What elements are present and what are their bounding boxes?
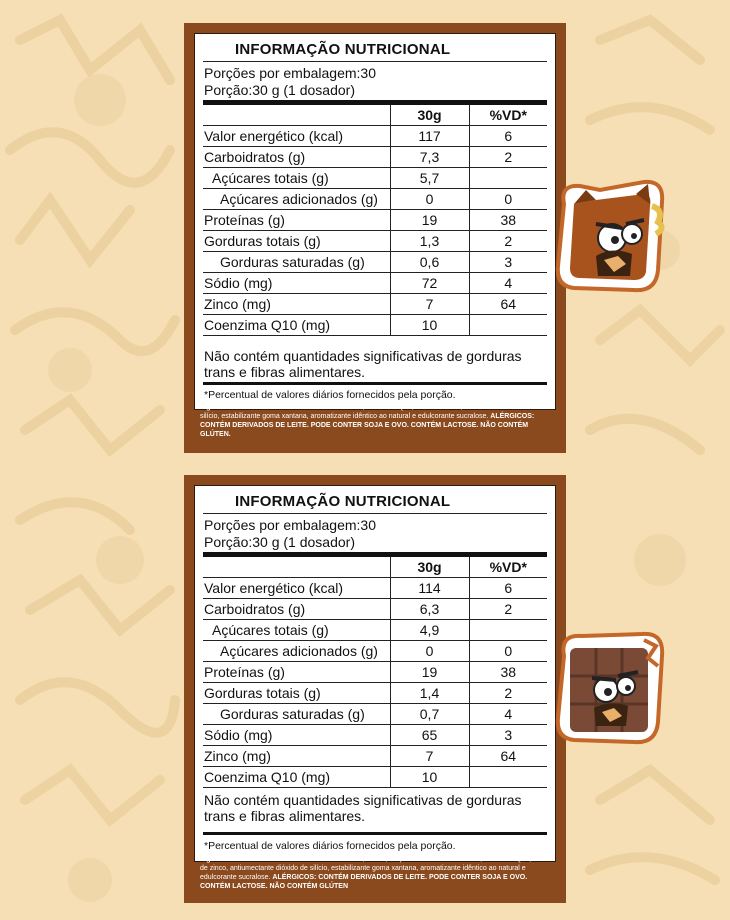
row-vd: 2 (469, 683, 547, 704)
row-label: Gorduras totais (g) (203, 231, 390, 252)
row-vd: 38 (469, 210, 547, 231)
row-amount: 114 (390, 578, 469, 599)
row-vd: 38 (469, 662, 547, 683)
row-label: Gorduras saturadas (g) (203, 252, 390, 273)
row-amount: 0 (390, 189, 469, 210)
row-label: Carboidratos (g) (203, 147, 390, 168)
table-row (203, 578, 547, 599)
row-amount: 7,3 (390, 147, 469, 168)
row-amount: 65 (390, 725, 469, 746)
row-amount: 4,9 (390, 620, 469, 641)
ingredients-block (200, 403, 550, 439)
table-row (203, 746, 547, 767)
nutrition-table (203, 105, 547, 336)
row-label: Zinco (mg) (203, 294, 390, 315)
row-vd: 2 (469, 599, 547, 620)
row-label: Coenzima Q10 (mg) (203, 767, 390, 788)
table-row (203, 725, 547, 746)
row-vd: 3 (469, 252, 547, 273)
row-vd: 64 (469, 746, 547, 767)
row-amount: 7 (390, 746, 469, 767)
table-note: Não contém quantidades significativas de gorduras trans e fibras alimentares. (204, 348, 522, 380)
row-vd: 0 (469, 189, 547, 210)
table-row (203, 189, 547, 210)
row-vd: 6 (469, 578, 547, 599)
table-row (203, 231, 547, 252)
ingredients-block (200, 855, 550, 891)
header-empty (203, 557, 390, 578)
column-header-vd: %VD* (469, 105, 547, 126)
table-row (203, 273, 547, 294)
table-note: Não contém quantidades significativas de gorduras trans e fibras alimentares. (204, 792, 522, 824)
table-row (203, 620, 547, 641)
row-label: Açúcares adicionados (g) (203, 189, 390, 210)
table-row (203, 662, 547, 683)
row-amount: 19 (390, 210, 469, 231)
table-row (203, 252, 547, 273)
row-amount: 6,3 (390, 599, 469, 620)
header-empty (203, 105, 390, 126)
row-vd: 6 (469, 126, 547, 147)
divider (203, 513, 547, 514)
divider (203, 61, 547, 62)
ingredients-text: Proteína de soro do leite concentrada, coenzima Q10, óxido de zinco, antiumectante dióxido de silício, estabilizante goma xantana, aromatizante idêntico ao natural e edulcorante sucralose. (200, 404, 543, 420)
row-vd: 2 (469, 147, 547, 168)
row-amount: 0 (390, 641, 469, 662)
row-label: Açúcares adicionados (g) (203, 641, 390, 662)
row-amount: 19 (390, 662, 469, 683)
row-label: Sódio (mg) (203, 273, 390, 294)
row-amount: 5,7 (390, 168, 469, 189)
row-amount: 72 (390, 273, 469, 294)
ingredients-text: Proteína de soro do leite concentrada, cacau, crispies de cookies chocolate, coenzima Q10, óxido de zinco, antiumectante dióxido de silício, estabilizante goma xantana, aromatizante idêntico ao natural e edulcorante sucralose. (200, 856, 550, 881)
row-label: Gorduras totais (g) (203, 683, 390, 704)
column-header-amount: 30g (390, 105, 469, 126)
row-amount: 7 (390, 294, 469, 315)
row-label: Açúcares totais (g) (203, 620, 390, 641)
row-vd: 4 (469, 273, 547, 294)
row-vd: 64 (469, 294, 547, 315)
table-header-row (203, 105, 547, 126)
nutrition-table (203, 557, 547, 788)
nutrition-table-box (194, 33, 556, 410)
table-row (203, 294, 547, 315)
column-header-vd: %VD* (469, 557, 547, 578)
row-vd (469, 315, 547, 336)
row-label: Sódio (mg) (203, 725, 390, 746)
row-label: Coenzima Q10 (mg) (203, 315, 390, 336)
row-amount: 10 (390, 767, 469, 788)
nutrition-label-panel (184, 23, 566, 453)
table-header-row (203, 557, 547, 578)
thick-divider (203, 382, 547, 385)
table-title: INFORMAÇÃO NUTRICIONAL (235, 493, 451, 510)
footnote: *Percentual de valores diários fornecidos pela porção. (204, 840, 456, 852)
footnote: *Percentual de valores diários fornecidos pela porção. (204, 389, 456, 401)
table-row (203, 599, 547, 620)
row-amount: 0,7 (390, 704, 469, 725)
thick-divider (203, 832, 547, 835)
row-amount: 117 (390, 126, 469, 147)
row-label: Carboidratos (g) (203, 599, 390, 620)
row-vd: 3 (469, 725, 547, 746)
row-label: Gorduras saturadas (g) (203, 704, 390, 725)
table-row (203, 683, 547, 704)
row-amount: 1,3 (390, 231, 469, 252)
serving-size: Porção:30 g (1 dosador) (204, 82, 355, 98)
servings-per-package: Porções por embalagem:30 (204, 65, 376, 81)
ingredients-heading: Ingredientes: (200, 856, 244, 863)
servings-per-package: Porções por embalagem:30 (204, 517, 376, 533)
bear-mascot-icon (552, 176, 670, 298)
bear-chocolate-mascot-icon (552, 626, 670, 750)
row-amount: 1,4 (390, 683, 469, 704)
row-vd: 2 (469, 231, 547, 252)
table-row (203, 767, 547, 788)
row-label: Açúcares totais (g) (203, 168, 390, 189)
row-label: Proteínas (g) (203, 210, 390, 231)
row-amount: 10 (390, 315, 469, 336)
nutrition-label-panel (184, 475, 566, 903)
row-vd (469, 620, 547, 641)
row-vd (469, 168, 547, 189)
allergens-text: ALÉRGICOS: CONTÉM DERIVADOS DE LEITE. PODE CONTER SOJA E OVO. CONTÉM LACTOSE. NÃO CONTÉM GLÚTEN. (200, 413, 535, 438)
nutrition-table-box (194, 485, 556, 862)
row-amount: 0,6 (390, 252, 469, 273)
row-vd (469, 767, 547, 788)
table-row (203, 168, 547, 189)
table-row (203, 704, 547, 725)
row-vd: 4 (469, 704, 547, 725)
table-row (203, 147, 547, 168)
table-row (203, 126, 547, 147)
table-title: INFORMAÇÃO NUTRICIONAL (235, 41, 451, 58)
serving-size: Porção:30 g (1 dosador) (204, 534, 355, 550)
row-label: Valor energético (kcal) (203, 578, 390, 599)
column-header-amount: 30g (390, 557, 469, 578)
ingredients-heading: Ingredientes: (200, 404, 244, 411)
table-row (203, 315, 547, 336)
table-row (203, 641, 547, 662)
allergens-text: ALÉRGICOS: CONTÉM DERIVADOS DE LEITE. PODE CONTER SOJA E OVO. CONTÉM LACTOSE. NÃO CONTÉM GLÚTEN (200, 874, 528, 890)
row-vd: 0 (469, 641, 547, 662)
row-label: Zinco (mg) (203, 746, 390, 767)
row-label: Proteínas (g) (203, 662, 390, 683)
table-row (203, 210, 547, 231)
row-label: Valor energético (kcal) (203, 126, 390, 147)
